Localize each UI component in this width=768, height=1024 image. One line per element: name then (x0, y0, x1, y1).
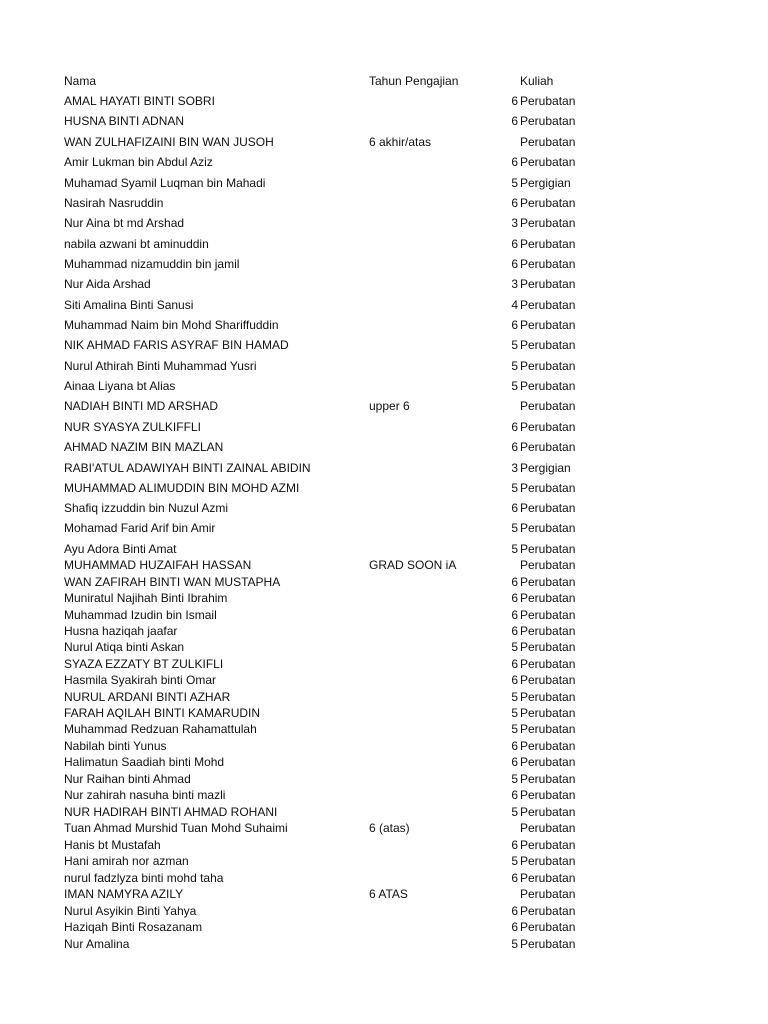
kuliah-cell: Perubatan (520, 838, 576, 852)
kuliah-cell: Perubatan (520, 739, 576, 753)
year-cell: 5 (511, 521, 518, 535)
year-cell: 5 (511, 690, 518, 704)
table-row (0, 154, 768, 170)
kuliah-cell: Perubatan (520, 920, 576, 934)
table-row (0, 276, 768, 292)
year-cell: 6 (511, 920, 518, 934)
year-cell: 6 (511, 657, 518, 671)
student-name: WAN ZULHAFIZAINI BIN WAN JUSOH (64, 135, 274, 149)
header-kuliah: Kuliah (520, 74, 554, 88)
kuliah-cell: Perubatan (520, 706, 576, 720)
table-row (0, 378, 768, 394)
table-row (0, 705, 768, 721)
kuliah-cell: Perubatan (520, 937, 576, 951)
kuliah-cell: Perubatan (520, 673, 576, 687)
year-cell: 6 (511, 196, 518, 210)
student-name: Amir Lukman bin Abdul Aziz (64, 155, 213, 169)
kuliah-cell: Perubatan (520, 608, 576, 622)
student-name: Muhamad Syamil Luqman bin Mahadi (64, 176, 266, 190)
student-name: Siti Amalina Binti Sanusi (64, 298, 194, 312)
student-name: Nur zahirah nasuha binti mazli (64, 788, 226, 802)
year-cell: 6 (511, 114, 518, 128)
table-row (0, 853, 768, 869)
kuliah-cell: Perubatan (520, 298, 576, 312)
table-row (0, 656, 768, 672)
year-cell: 6 (511, 575, 518, 589)
kuliah-cell: Perubatan (520, 657, 576, 671)
student-name: NADIAH BINTI MD ARSHAD (64, 399, 219, 413)
student-name: NURUL ARDANI BINTI AZHAR (64, 690, 231, 704)
student-name: Nurul Asyikin Binti Yahya (64, 904, 197, 918)
kuliah-cell: Perubatan (520, 805, 576, 819)
kuliah-cell: Perubatan (520, 558, 576, 572)
kuliah-cell: Perubatan (520, 521, 576, 535)
student-name: AHMAD NAZIM BIN MAZLAN (64, 440, 224, 454)
kuliah-cell: Perubatan (520, 904, 576, 918)
year-cell: 6 (511, 871, 518, 885)
student-name: Halimatun Saadiah binti Mohd (64, 755, 225, 769)
table-row (0, 574, 768, 590)
header-tahun-pengajian: Tahun Pengajian (369, 74, 459, 88)
kuliah-cell: Perubatan (520, 755, 576, 769)
year-cell: 6 (511, 673, 518, 687)
year-cell: 5 (511, 379, 518, 393)
table-row (0, 520, 768, 536)
student-name: Hani amirah nor azman (64, 854, 189, 868)
kuliah-cell: Perubatan (520, 722, 576, 736)
kuliah-cell: Perubatan (520, 135, 576, 149)
student-name: NIK AHMAD FARIS ASYRAF BIN HAMAD (64, 338, 289, 352)
tahun-pengajian-cell: 6 ATAS (369, 887, 408, 901)
table-row (0, 639, 768, 655)
kuliah-cell: Perubatan (520, 359, 576, 373)
table-row (0, 804, 768, 820)
table-row (0, 721, 768, 737)
year-cell: 6 (511, 624, 518, 638)
student-name: Nur Aida Arshad (64, 277, 151, 291)
table-row (0, 195, 768, 211)
table-row (0, 500, 768, 516)
kuliah-cell: Perubatan (520, 237, 576, 251)
student-name: Tuan Ahmad Murshid Tuan Mohd Suhaimi (64, 821, 288, 835)
table-row (0, 936, 768, 952)
kuliah-cell: Perubatan (520, 94, 576, 108)
tahun-pengajian-cell: 6 (atas) (369, 821, 410, 835)
year-cell: 6 (511, 591, 518, 605)
year-cell: 5 (511, 772, 518, 786)
kuliah-cell: Perubatan (520, 854, 576, 868)
kuliah-cell: Perubatan (520, 277, 576, 291)
student-name: MUHAMMAD ALIMUDDIN BIN MOHD AZMI (64, 481, 300, 495)
student-name: Mohamad Farid Arif bin Amir (64, 521, 216, 535)
student-name: MUHAMMAD HUZAIFAH HASSAN (64, 558, 252, 572)
kuliah-cell: Perubatan (520, 591, 576, 605)
kuliah-cell: Perubatan (520, 481, 576, 495)
student-name: Ainaa Liyana bt Alias (64, 379, 176, 393)
table-row (0, 672, 768, 688)
tahun-pengajian-cell: 6 akhir/atas (369, 135, 432, 149)
student-name: SYAZA EZZATY BT ZULKIFLI (64, 657, 224, 671)
kuliah-cell: Pergigian (520, 461, 571, 475)
student-name: Muhammad nizamuddin bin jamil (64, 257, 240, 271)
table-row (0, 623, 768, 639)
table-row (0, 919, 768, 935)
table-row (0, 557, 768, 573)
year-cell: 5 (511, 176, 518, 190)
year-cell: 6 (511, 788, 518, 802)
table-row (0, 439, 768, 455)
table-row (0, 317, 768, 333)
year-cell: 3 (511, 461, 518, 475)
kuliah-cell: Perubatan (520, 440, 576, 454)
table-row (0, 419, 768, 435)
student-name: Nabilah binti Yunus (64, 739, 167, 753)
table-row (0, 113, 768, 129)
student-name: nurul fadzlyza binti mohd taha (64, 871, 224, 885)
table-row (0, 787, 768, 803)
student-name: NUR HADIRAH BINTI AHMAD ROHANI (64, 805, 278, 819)
table-row (0, 689, 768, 705)
student-name: Haziqah Binti Rosazanam (64, 920, 203, 934)
kuliah-cell: Perubatan (520, 871, 576, 885)
table-row (0, 460, 768, 476)
table-row (0, 886, 768, 902)
table-row (0, 541, 768, 557)
tahun-pengajian-cell: upper 6 (369, 399, 410, 413)
year-cell: 6 (511, 94, 518, 108)
year-cell: 3 (511, 277, 518, 291)
student-name: Nur Aina bt md Arshad (64, 216, 185, 230)
student-name: WAN ZAFIRAH BINTI WAN MUSTAPHA (64, 575, 281, 589)
kuliah-cell: Perubatan (520, 690, 576, 704)
table-row (0, 738, 768, 754)
student-name: Husna haziqah jaafar (64, 624, 178, 638)
table-row (0, 754, 768, 770)
kuliah-cell: Perubatan (520, 257, 576, 271)
table-row (0, 236, 768, 252)
student-name: Muhammad Redzuan Rahamattulah (64, 722, 257, 736)
kuliah-cell: Perubatan (520, 821, 576, 835)
kuliah-cell: Perubatan (520, 501, 576, 515)
kuliah-cell: Perubatan (520, 379, 576, 393)
student-name: Muniratul Najihah Binti Ibrahim (64, 591, 228, 605)
kuliah-cell: Perubatan (520, 788, 576, 802)
student-name: Nurul Atiqa binti Askan (64, 640, 185, 654)
table-row (0, 215, 768, 231)
kuliah-cell: Perubatan (520, 575, 576, 589)
table-row (0, 358, 768, 374)
kuliah-cell: Perubatan (520, 887, 576, 901)
kuliah-cell: Perubatan (520, 542, 576, 556)
year-cell: 6 (511, 237, 518, 251)
year-cell: 5 (511, 722, 518, 736)
table-row (0, 903, 768, 919)
kuliah-cell: Pergigian (520, 176, 571, 190)
year-cell: 5 (511, 359, 518, 373)
year-cell: 5 (511, 854, 518, 868)
table-row (0, 590, 768, 606)
kuliah-cell: Perubatan (520, 399, 576, 413)
student-name: Muhammad Izudin bin Ismail (64, 608, 217, 622)
table-row (0, 337, 768, 353)
table-row (0, 93, 768, 109)
student-name: RABI'ATUL ADAWIYAH BINTI ZAINAL ABIDIN (64, 461, 311, 475)
student-name: FARAH AQILAH BINTI KAMARUDIN (64, 706, 261, 720)
kuliah-cell: Perubatan (520, 318, 576, 332)
year-cell: 6 (511, 257, 518, 271)
student-name: Muhammad Naim bin Mohd Shariffuddin (64, 318, 279, 332)
kuliah-cell: Perubatan (520, 772, 576, 786)
header-row (0, 73, 768, 89)
student-name: Hasmila Syakirah binti Omar (64, 673, 217, 687)
table-row (0, 256, 768, 272)
table-row (0, 870, 768, 886)
table-row (0, 175, 768, 191)
student-name: Nur Amalina (64, 937, 130, 951)
year-cell: 6 (511, 501, 518, 515)
student-name: NUR SYASYA ZULKIFFLI (64, 420, 201, 434)
table-row (0, 607, 768, 623)
year-cell: 5 (511, 542, 518, 556)
student-name: Nurul Athirah Binti Muhammad Yusri (64, 359, 257, 373)
kuliah-cell: Perubatan (520, 155, 576, 169)
year-cell: 6 (511, 318, 518, 332)
student-name: HUSNA BINTI ADNAN (64, 114, 185, 128)
year-cell: 6 (511, 420, 518, 434)
year-cell: 3 (511, 216, 518, 230)
table-row (0, 771, 768, 787)
kuliah-cell: Perubatan (520, 624, 576, 638)
year-cell: 6 (511, 440, 518, 454)
table-row (0, 837, 768, 853)
year-cell: 6 (511, 739, 518, 753)
student-name: Nur Raihan binti Ahmad (64, 772, 191, 786)
year-cell: 5 (511, 706, 518, 720)
year-cell: 6 (511, 904, 518, 918)
kuliah-cell: Perubatan (520, 640, 576, 654)
year-cell: 5 (511, 338, 518, 352)
student-name: Nasirah Nasruddin (64, 196, 164, 210)
kuliah-cell: Perubatan (520, 420, 576, 434)
year-cell: 6 (511, 755, 518, 769)
year-cell: 6 (511, 838, 518, 852)
table-row (0, 134, 768, 150)
table-row (0, 820, 768, 836)
kuliah-cell: Perubatan (520, 216, 576, 230)
student-name: Hanis bt Mustafah (64, 838, 161, 852)
year-cell: 6 (511, 155, 518, 169)
student-name: AMAL HAYATI BINTI SOBRI (64, 94, 215, 108)
year-cell: 6 (511, 608, 518, 622)
student-name: nabila azwani bt aminuddin (64, 237, 209, 251)
tahun-pengajian-cell: GRAD SOON iA (369, 558, 457, 572)
kuliah-cell: Perubatan (520, 196, 576, 210)
student-name: Ayu Adora Binti Amat (64, 542, 177, 556)
year-cell: 5 (511, 937, 518, 951)
student-name: IMAN NAMYRA AZILY (64, 887, 184, 901)
year-cell: 5 (511, 640, 518, 654)
year-cell: 5 (511, 481, 518, 495)
kuliah-cell: Perubatan (520, 338, 576, 352)
table-row (0, 297, 768, 313)
header-nama: Nama (64, 74, 97, 88)
year-cell: 5 (511, 805, 518, 819)
table-row (0, 480, 768, 496)
table-row (0, 398, 768, 414)
student-name: Shafiq izzuddin bin Nuzul Azmi (64, 501, 229, 515)
year-cell: 4 (511, 298, 518, 312)
kuliah-cell: Perubatan (520, 114, 576, 128)
